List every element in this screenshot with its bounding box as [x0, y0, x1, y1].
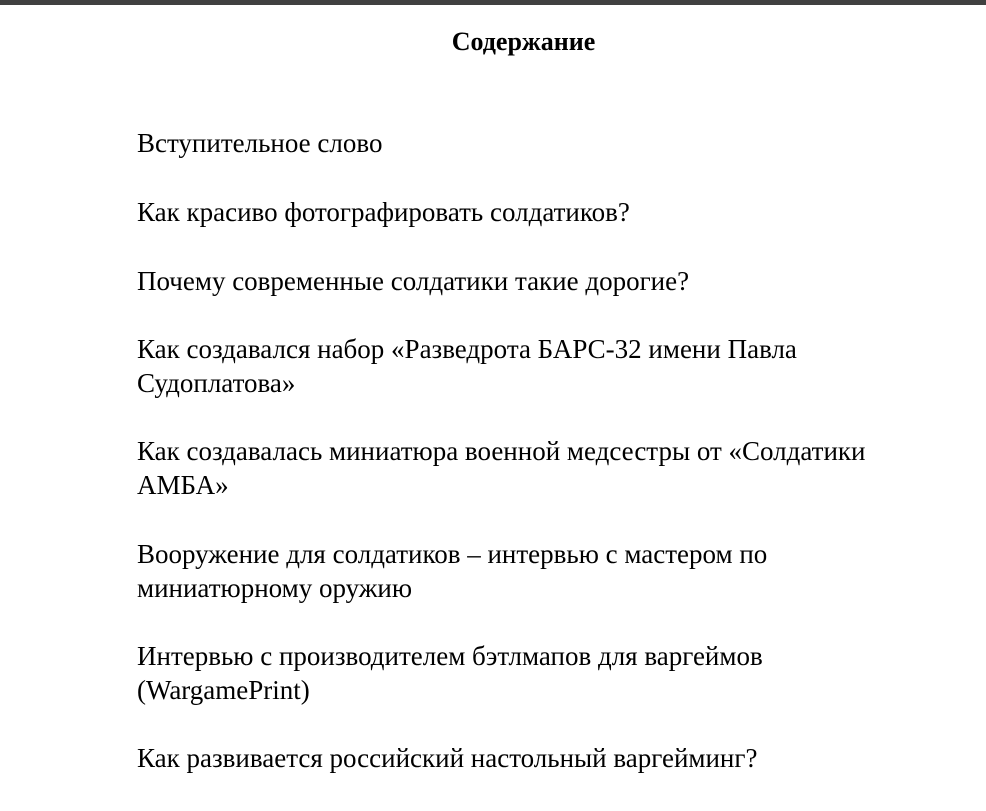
toc-item-nurse-miniature: Как создавалась миниатюра военной медсестры от «Солдатики АМБА» [137, 436, 866, 500]
toc-item-prices: Почему современные солдатики такие дорогие? [137, 266, 690, 296]
top-border-rule [0, 0, 986, 5]
toc-item-photography: Как красиво фотографировать солдатиков? [137, 197, 630, 227]
page-title: Содержание [451, 27, 596, 56]
toc-item-weapons-interview: Вооружение для солдатиков – интервью с мастером по миниатюрному оружию [137, 539, 768, 603]
toc-item-bars-set: Как создавался набор «Разведрота БАРС-32 имени Павла Судоплатова» [137, 334, 797, 398]
toc-item-wargaming: Как развивается российский настольный варгейминг? [137, 743, 758, 773]
table-of-contents [137, 126, 917, 810]
toc-item-intro: Вступительное слово [137, 128, 383, 158]
toc-item-battlemaps-interview: Интервью с производителем бэтлмапов для варгеймов (WargamePrint) [137, 641, 763, 705]
